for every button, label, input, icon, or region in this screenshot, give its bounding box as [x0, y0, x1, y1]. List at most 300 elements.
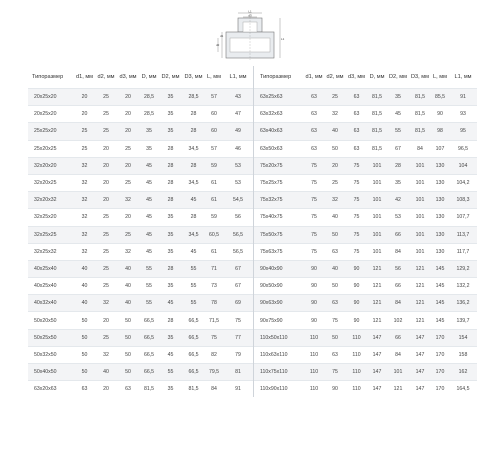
table-row: [254, 226, 477, 243]
size-cell: 90x50x90: [254, 278, 304, 295]
dimension-cell: 110: [304, 381, 324, 398]
size-cell: 63x25x63: [254, 89, 304, 106]
dimension-cell: 145: [431, 260, 449, 277]
diagram-label-d3: d3: [248, 13, 252, 18]
column-header: D2, мм: [161, 74, 180, 80]
dimension-cell: 32: [95, 295, 117, 312]
size-cell: 20x25x20: [28, 89, 74, 106]
dimension-cell: 50: [324, 278, 346, 295]
size-cell: 50x20x50: [28, 312, 74, 329]
size-cell: 110x90x110: [254, 381, 304, 398]
dimension-cell: 66,5: [139, 364, 159, 381]
dimension-cell: 84: [387, 295, 409, 312]
column-header: D, мм: [369, 74, 385, 80]
table-row: [28, 174, 253, 191]
dimension-cell: 25: [95, 278, 117, 295]
dimension-cell: 28: [159, 192, 182, 209]
size-cell: 40x32x40: [28, 295, 74, 312]
dimension-cell: 61: [205, 174, 223, 191]
dimension-cell: 75: [205, 329, 223, 346]
dimension-cell: 50: [324, 329, 346, 346]
dimension-cell: 81,5: [139, 381, 159, 398]
dimension-cell: 147: [367, 329, 387, 346]
dimension-cell: 59: [205, 157, 223, 174]
size-cell: 63x50x63: [254, 140, 304, 157]
table-row: [28, 157, 253, 174]
dimension-cell: 170: [431, 329, 449, 346]
dimension-cell: 75: [346, 226, 367, 243]
dimension-cell: 75: [324, 312, 346, 329]
dimension-cell: 84: [387, 243, 409, 260]
table-row: [254, 89, 477, 106]
dimension-cell: 28: [182, 123, 205, 140]
dimension-cell: 50: [117, 364, 139, 381]
dimension-cell: 35: [159, 226, 182, 243]
dimension-cell: 35: [139, 123, 159, 140]
dimension-cell: 101: [367, 226, 387, 243]
dimension-cell: 66: [387, 226, 409, 243]
size-cell: 75x32x75: [254, 192, 304, 209]
dimension-cell: 45: [159, 346, 182, 363]
dimension-cell: 35: [387, 174, 409, 191]
dimension-cell: 162: [449, 364, 477, 381]
dimension-cell: 79: [223, 346, 253, 363]
dimension-cell: 66,5: [182, 312, 205, 329]
dimension-cell: 147: [367, 364, 387, 381]
dimension-cell: 107: [431, 140, 449, 157]
dimension-cell: 130: [431, 192, 449, 209]
dimension-cell: 25: [74, 123, 95, 140]
table-row: [254, 157, 477, 174]
dimension-cell: 63: [304, 140, 324, 157]
table-row: [28, 312, 253, 329]
dimension-cell: 63: [324, 346, 346, 363]
dimension-cell: 20: [95, 381, 117, 398]
dimension-cell: 28: [387, 157, 409, 174]
diagram-label-d1: d1: [220, 34, 224, 38]
dimension-cell: 67: [223, 260, 253, 277]
dimension-cell: 25: [95, 226, 117, 243]
dimension-cell: 110: [346, 329, 367, 346]
dimension-cell: 32: [74, 174, 95, 191]
dimension-cell: 42: [387, 192, 409, 209]
dimension-cell: 75: [346, 243, 367, 260]
dimension-cell: 147: [409, 381, 431, 398]
dimension-cell: 130: [431, 209, 449, 226]
dimension-cell: 90: [346, 260, 367, 277]
dimension-cell: 53: [223, 174, 253, 191]
dimension-cell: 20: [95, 157, 117, 174]
dimension-cell: 54,5: [223, 192, 253, 209]
dimension-cell: 121: [367, 260, 387, 277]
size-cell: 110x50x110: [254, 329, 304, 346]
dimension-cell: 45: [182, 243, 205, 260]
dimension-cell: 75: [346, 157, 367, 174]
dimension-cell: 20: [95, 174, 117, 191]
column-header: L, мм: [433, 74, 447, 80]
size-cell: 25x25x20: [28, 123, 74, 140]
dimension-cell: 147: [409, 329, 431, 346]
dimension-cell: 84: [205, 381, 223, 398]
dimension-cell: 25: [117, 226, 139, 243]
dimension-cell: 45: [182, 192, 205, 209]
dimension-cell: 32: [324, 106, 346, 123]
diagram-label-top: L1: [248, 10, 252, 14]
dimension-cell: 90: [346, 295, 367, 312]
dimension-cell: 50: [74, 312, 95, 329]
dimension-cell: 20: [324, 157, 346, 174]
dimension-cell: 121: [409, 295, 431, 312]
dimension-cell: 66,5: [139, 329, 159, 346]
dimension-cell: 25: [117, 140, 139, 157]
dimension-cell: 32: [74, 226, 95, 243]
dimension-cell: 35: [159, 381, 182, 398]
dimension-cell: 20: [117, 123, 139, 140]
dimension-cell: 84: [387, 346, 409, 363]
dimension-cell: 40: [74, 260, 95, 277]
dimension-cell: 40: [117, 260, 139, 277]
table-row: [28, 364, 253, 381]
dimension-cell: 121: [367, 278, 387, 295]
dimension-cell: 25: [95, 123, 117, 140]
dimension-cell: 63: [304, 106, 324, 123]
dimension-cell: 35: [159, 329, 182, 346]
column-header: Типоразмер: [260, 74, 292, 80]
dimension-cell: 50: [324, 140, 346, 157]
dimension-cell: 110: [346, 346, 367, 363]
dimension-cell: 35: [139, 140, 159, 157]
dimension-cell: 90: [304, 295, 324, 312]
dimension-cell: 145: [431, 312, 449, 329]
table-row: [254, 278, 477, 295]
dimension-cell: 61: [205, 192, 223, 209]
table-row: [28, 381, 253, 398]
dimension-cell: 104: [449, 157, 477, 174]
dimension-cell: 136,2: [449, 295, 477, 312]
column-header: d2, мм: [97, 74, 115, 80]
table-row: [28, 329, 253, 346]
dimension-cell: 28,5: [182, 89, 205, 106]
dimension-cell: 55: [182, 278, 205, 295]
table-row: [28, 89, 253, 106]
dimension-cell: 66: [387, 329, 409, 346]
size-cell: 63x32x63: [254, 106, 304, 123]
dimension-cell: 32: [117, 192, 139, 209]
dimension-cell: 147: [409, 346, 431, 363]
dimension-cell: 40: [324, 260, 346, 277]
table-row: [254, 106, 477, 123]
column-header: D3, мм: [184, 74, 203, 80]
dimension-cell: 75: [346, 174, 367, 191]
dimension-cell: 117,7: [449, 243, 477, 260]
dimension-cell: 20: [117, 209, 139, 226]
dimension-cell: 170: [431, 346, 449, 363]
table-row: [254, 295, 477, 312]
dimension-cell: 35: [159, 106, 182, 123]
dimension-cell: 45: [139, 243, 159, 260]
diagram-label-L1: L1: [281, 37, 285, 41]
dimension-cell: 28,5: [139, 89, 159, 106]
size-cell: 40x25x40: [28, 260, 74, 277]
dimension-cell: 40: [74, 278, 95, 295]
dimension-cell: 25: [324, 174, 346, 191]
dimension-cell: 34,5: [182, 174, 205, 191]
size-cell: 32x25x20: [28, 209, 74, 226]
dimension-cell: 28: [159, 260, 182, 277]
dimension-cell: 28: [159, 140, 182, 157]
dimension-cell: 35: [159, 278, 182, 295]
column-header: d1, мм: [75, 74, 94, 80]
size-cell: 32x20x32: [28, 192, 74, 209]
table-row: [254, 123, 477, 140]
column-header: D2, мм: [389, 74, 407, 80]
dimension-cell: 67: [223, 278, 253, 295]
dimension-cell: 25: [324, 89, 346, 106]
dimension-cell: 45: [159, 295, 182, 312]
dimension-cell: 50: [74, 364, 95, 381]
dimension-cell: 90: [324, 381, 346, 398]
dimension-cell: 35: [387, 89, 409, 106]
size-cell: 32x25x32: [28, 243, 74, 260]
size-cell: 20x25x20: [28, 106, 74, 123]
dimension-cell: 121: [409, 278, 431, 295]
dimension-cell: 95: [449, 123, 477, 140]
dimension-cell: 35: [159, 209, 182, 226]
dimension-cell: 81,5: [182, 381, 205, 398]
dimension-cell: 35: [159, 123, 182, 140]
dimension-cell: 25: [95, 209, 117, 226]
dimension-cell: 25: [74, 140, 95, 157]
dimension-cell: 32: [324, 192, 346, 209]
table-row: [254, 243, 477, 260]
dimension-cell: 45: [139, 174, 159, 191]
dimension-cell: 75: [223, 312, 253, 329]
dimension-cell: 66,5: [182, 329, 205, 346]
dimension-cell: 40: [95, 364, 117, 381]
dimension-cell: 43: [223, 89, 253, 106]
dimension-cell: 25: [117, 174, 139, 191]
dimension-cell: 104,2: [449, 174, 477, 191]
column-header: d3, мм: [119, 74, 137, 80]
dimension-cell: 28: [159, 312, 182, 329]
dimension-cell: 75: [304, 192, 324, 209]
dimension-cell: 60: [205, 123, 223, 140]
dimension-cell: 25: [95, 243, 117, 260]
column-header: d2, мм: [326, 74, 344, 80]
size-cell: 50x32x50: [28, 346, 74, 363]
dimension-cell: 81,5: [367, 89, 387, 106]
dimension-cell: 75: [304, 226, 324, 243]
size-cell: 75x63x75: [254, 243, 304, 260]
size-cell: 50x25x50: [28, 329, 74, 346]
dimension-cell: 82: [205, 346, 223, 363]
dimension-cell: 75: [346, 192, 367, 209]
column-header: L1, мм: [229, 74, 247, 80]
dimension-cell: 63: [304, 123, 324, 140]
dimension-cell: 56: [223, 209, 253, 226]
table-row: [28, 226, 253, 243]
size-cell: 25x20x25: [28, 140, 74, 157]
dimension-cell: 32: [117, 243, 139, 260]
dimension-cell: 107,7: [449, 209, 477, 226]
dimension-cell: 56,5: [223, 243, 253, 260]
table-row: [28, 295, 253, 312]
dimensions-table-left: [28, 66, 253, 397]
table-row: [254, 381, 477, 398]
dimension-cell: 147: [367, 346, 387, 363]
dimension-cell: 139,7: [449, 312, 477, 329]
dimension-cell: 91: [449, 89, 477, 106]
dimension-cell: 66,5: [182, 346, 205, 363]
table-row: [28, 192, 253, 209]
table-row: [254, 312, 477, 329]
dimension-cell: 20: [74, 89, 95, 106]
dimension-cell: 28: [182, 157, 205, 174]
dimension-cell: 40: [117, 295, 139, 312]
size-cell: 75x50x75: [254, 226, 304, 243]
dimension-cell: 110: [346, 381, 367, 398]
dimension-cell: 55: [182, 260, 205, 277]
dimension-cell: 101: [367, 157, 387, 174]
dimension-cell: 63: [346, 140, 367, 157]
table-row: [254, 364, 477, 381]
dimension-cell: 49: [223, 123, 253, 140]
dimension-cell: 66,5: [139, 346, 159, 363]
table-row: [28, 278, 253, 295]
dimension-cell: 66: [387, 278, 409, 295]
dimension-cell: 101: [409, 226, 431, 243]
dimension-cell: 101: [367, 243, 387, 260]
dimension-cell: 50: [324, 226, 346, 243]
dimension-cell: 170: [431, 364, 449, 381]
dimension-cell: 60: [205, 106, 223, 123]
dimension-cell: 50: [117, 346, 139, 363]
dimension-cell: 55: [139, 295, 159, 312]
dimension-cell: 75: [304, 157, 324, 174]
diagram-label-d2: d2: [216, 43, 220, 47]
dimension-cell: 90: [304, 260, 324, 277]
column-header: d1, мм: [305, 74, 323, 80]
dimension-cell: 50: [117, 329, 139, 346]
dimension-cell: 28: [159, 174, 182, 191]
dimension-cell: 145: [431, 278, 449, 295]
dimension-cell: 55: [139, 278, 159, 295]
dimension-cell: 78: [205, 295, 223, 312]
dimension-cell: 145: [431, 295, 449, 312]
dimension-cell: 40: [324, 209, 346, 226]
dimension-cell: 57: [205, 89, 223, 106]
size-cell: 90x40x90: [254, 260, 304, 277]
dimension-cell: 46: [223, 140, 253, 157]
dimension-cell: 20: [95, 192, 117, 209]
dimension-cell: 20: [95, 312, 117, 329]
dimension-cell: 28: [182, 106, 205, 123]
dimension-cell: 110: [346, 364, 367, 381]
dimension-cell: 81,5: [409, 123, 431, 140]
dimension-cell: 101: [409, 243, 431, 260]
column-header: Типоразмер: [32, 74, 64, 80]
dimension-cell: 147: [409, 364, 431, 381]
dimension-cell: 90: [431, 106, 449, 123]
dimension-cell: 110: [304, 346, 324, 363]
dimension-cell: 130: [431, 226, 449, 243]
dimension-cell: 32: [74, 209, 95, 226]
table-row: [254, 329, 477, 346]
dimension-cell: 129,2: [449, 260, 477, 277]
dimension-cell: 121: [409, 260, 431, 277]
dimension-cell: 81,5: [367, 106, 387, 123]
size-cell: 90x63x90: [254, 295, 304, 312]
table-row: [28, 260, 253, 277]
table-row: [254, 174, 477, 191]
dimension-cell: 71,5: [205, 312, 223, 329]
dimension-cell: 101: [409, 192, 431, 209]
dimension-cell: 25: [95, 260, 117, 277]
size-cell: 90x75x90: [254, 312, 304, 329]
column-header: D, мм: [141, 74, 157, 80]
dimension-cell: 154: [449, 329, 477, 346]
dimension-cell: 66,5: [139, 312, 159, 329]
size-cell: 40x25x40: [28, 278, 74, 295]
dimension-cell: 50: [117, 312, 139, 329]
dimension-cell: 121: [409, 312, 431, 329]
dimension-cell: 158: [449, 346, 477, 363]
size-cell: 32x25x25: [28, 226, 74, 243]
dimension-cell: 121: [387, 381, 409, 398]
dimension-cell: 110: [304, 329, 324, 346]
dimension-cell: 34,5: [182, 140, 205, 157]
dimension-cell: 130: [431, 174, 449, 191]
dimension-cell: 63: [324, 243, 346, 260]
table-row: [28, 106, 253, 123]
dimension-cell: 85,5: [431, 89, 449, 106]
table-row: [28, 140, 253, 157]
dimension-cell: 63: [117, 381, 139, 398]
dimension-cell: 55: [159, 364, 182, 381]
dimension-cell: 81: [223, 364, 253, 381]
dimension-cell: 45: [387, 106, 409, 123]
dimension-cell: 63: [304, 89, 324, 106]
dimension-cell: 110: [304, 364, 324, 381]
dimension-cell: 170: [431, 381, 449, 398]
column-header: D3, мм: [411, 74, 429, 80]
table-row: [254, 192, 477, 209]
dimension-cell: 73: [205, 278, 223, 295]
dimension-cell: 20: [117, 89, 139, 106]
dimension-cell: 91: [223, 381, 253, 398]
dimension-cell: 102: [387, 312, 409, 329]
dimension-cell: 34,5: [182, 226, 205, 243]
dimension-cell: 101: [387, 364, 409, 381]
size-cell: 75x20x75: [254, 157, 304, 174]
dimension-cell: 56: [387, 260, 409, 277]
size-cell: 32x20x25: [28, 174, 74, 191]
dimension-cell: 63: [74, 381, 95, 398]
dimension-cell: 90: [304, 312, 324, 329]
dimension-cell: 60,5: [205, 226, 223, 243]
dimension-cell: 20: [117, 157, 139, 174]
dimension-cell: 67: [387, 140, 409, 157]
dimension-cell: 71: [205, 260, 223, 277]
dimension-cell: 50: [74, 329, 95, 346]
dimension-cell: 75: [304, 243, 324, 260]
table-row: [28, 243, 253, 260]
dimension-cell: 55: [139, 260, 159, 277]
dimension-cell: 98: [431, 123, 449, 140]
dimension-cell: 25: [95, 329, 117, 346]
dimension-cell: 63: [346, 106, 367, 123]
dimension-cell: 28: [159, 157, 182, 174]
